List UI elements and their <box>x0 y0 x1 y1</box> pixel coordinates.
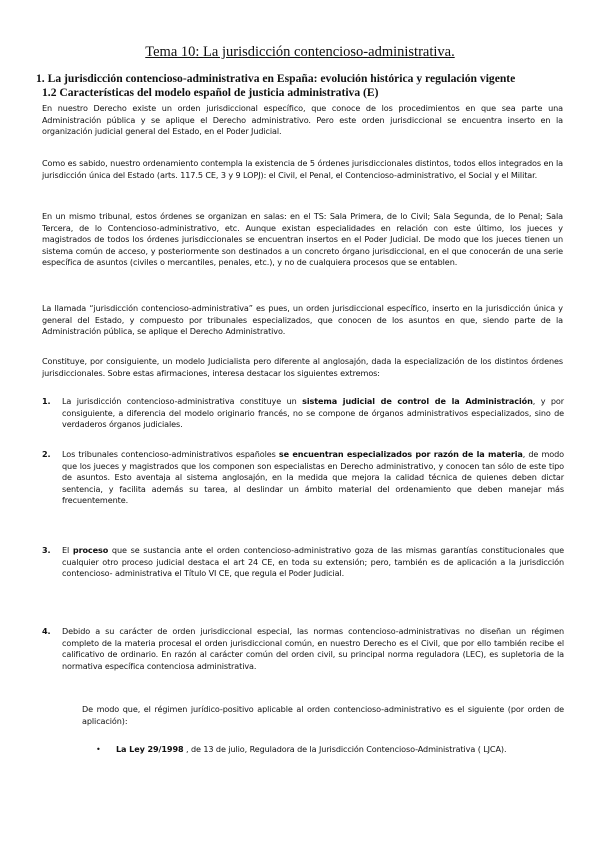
list-item-text: Debido a su carácter de orden jurisdiccional especial, las normas contencioso-administrativas no diseñan un régimen completo de la materia procesal el orden jurisdiccional común, en nuestro Derecho es el Civil, que por ello también recibe el calificativo de ordinario. En razón al carácter común del orden civil, su principal norma reguladora (LEC), es supletoria de la normativa específica contenciosa administrativa. <box>62 626 564 671</box>
list-item-3 <box>42 545 564 580</box>
list-item-4 <box>42 626 564 672</box>
bullet-emphasis: La Ley 29/1998 <box>116 744 184 754</box>
paragraph-2: Como es sabido, nuestro ordenamiento contempla la existencia de 5 órdenes jurisdiccionales distintos, todos ellos integrados en la jurisdicción única del Estado (arts. 117.5 CE, 3 y 9 LOPJ): el Civil, el Penal, el Contencioso-administrativo, el Social y el Militar. <box>42 158 563 180</box>
sub-paragraph: De modo que, el régimen jurídico-positivo aplicable al orden contencioso-administrativo es el siguiente (por orden de aplicación): <box>82 704 564 726</box>
title-separator: : <box>195 44 204 60</box>
section-heading-1: 1. La jurisdicción contencioso-administrativa en España: evolución histórica y regulación vigente <box>36 72 516 85</box>
list-item-2 <box>42 449 564 507</box>
list-item-text-rest: , de modo que los jueces y magistrados que los componen son especialistas en Derecho administrativo, y conocen tan sólo de este tipo de asuntos. Esto aventaja al sistema anglosajón, en la medida que mejora la calidad técnica de quienes deben dictar sentencia, y facilita además su tarea, al deslindar un ámbito material del ordenamiento que deben manejar más frecuentemente. <box>62 449 564 506</box>
list-item-number: 3. <box>42 545 51 555</box>
bullet-text: , de 13 de julio, Reguladora de la Jurisdicción Contencioso-Administrativa ( LJCA). <box>183 744 507 754</box>
list-item-text-rest: que se sustancia ante el orden contencioso-administrativo goza de las mismas garantías constitucionales que cualquier otro proceso judicial destaca el art 24 CE, en toda su extensión; pero, también es de aplicación a la jurisdicción contencioso- administrativa el Título VI CE, que regula el Poder Judicial. <box>62 545 564 579</box>
paragraph-3: En un mismo tribunal, estos órdenes se organizan en salas: en el TS: Sala Primera, de lo Civil; Sala Segunda, de lo Penal; Sala Tercera, de lo Contencioso-administrativo, etc. Aunque existan especialidades en relación con este último, los jueces y magistrados de todos los órdenes jurisdiccionales se encuentran insertos en el Poder Judicial. De modo que los jueces tienen un sistema común de acceso, y posteriormente son destinados a un concreto órgano jurisdiccional, en el que conocerán de una serie específica de asuntos (civiles o mercantiles, penales, etc.), y no de cualquiera procesos que se entablen. <box>42 211 563 268</box>
paragraph-5: Constituye, por consiguiente, un modelo Judicialista pero diferente al anglosajón, dada la especialización de los distintos órdenes jurisdiccionales. Sobre estas afirmaciones, interesa destacar los siguientes extremos: <box>42 356 563 378</box>
list-item-emphasis: proceso <box>72 545 109 555</box>
list-item-emphasis: se encuentran especializados por razón de la materia <box>278 449 523 459</box>
document-title <box>0 44 600 61</box>
section-headings <box>36 72 576 100</box>
list-item-text: Los tribunales contencioso-administrativos españoles <box>62 449 279 459</box>
list-item-text-rest: , y por consiguiente, a diferencia del modelo originario francés, no se compone de órganos administrativos especializados, sino de verdaderos órganos judiciales. <box>62 396 564 430</box>
section-heading-1-2: 1.2 Características del modelo español de justicia administrativa (E) <box>42 86 379 99</box>
bullet-item <box>96 744 564 756</box>
title-tema: Tema 10 <box>145 44 196 60</box>
list-item-number: 2. <box>42 449 51 459</box>
list-item-text: La jurisdicción contencioso-administrativa constituye un <box>62 396 303 406</box>
bullet-mark: • <box>96 744 101 754</box>
list-item-text: El <box>62 545 73 555</box>
list-item-1 <box>42 396 564 431</box>
list-item-emphasis: sistema judicial de control de la Administración <box>302 396 533 406</box>
list-item-number: 1. <box>42 396 51 406</box>
list-item-number: 4. <box>42 626 51 636</box>
paragraph-4: La llamada “jurisdicción contencioso-administrativa” es pues, un orden jurisdiccional específico, inserto en la jurisdicción única y general del Estado, y compuesto por tribunales especializados, que conocen de los asuntos en que, siendo parte de la Administración pública, se aplique el Derecho Administrativo. <box>42 303 563 337</box>
paragraph-1: En nuestro Derecho existe un orden jurisdiccional específico, que conoce de los procedimientos en que sea parte una Administración pública y se aplique el Derecho administrativo. Pero este orden jurisdiccional se encuentra inserto en la organización judicial general del Estado, en el Poder Judicial. <box>42 103 563 137</box>
title-text: La jurisdicción contencioso-administrativa. <box>203 44 455 60</box>
